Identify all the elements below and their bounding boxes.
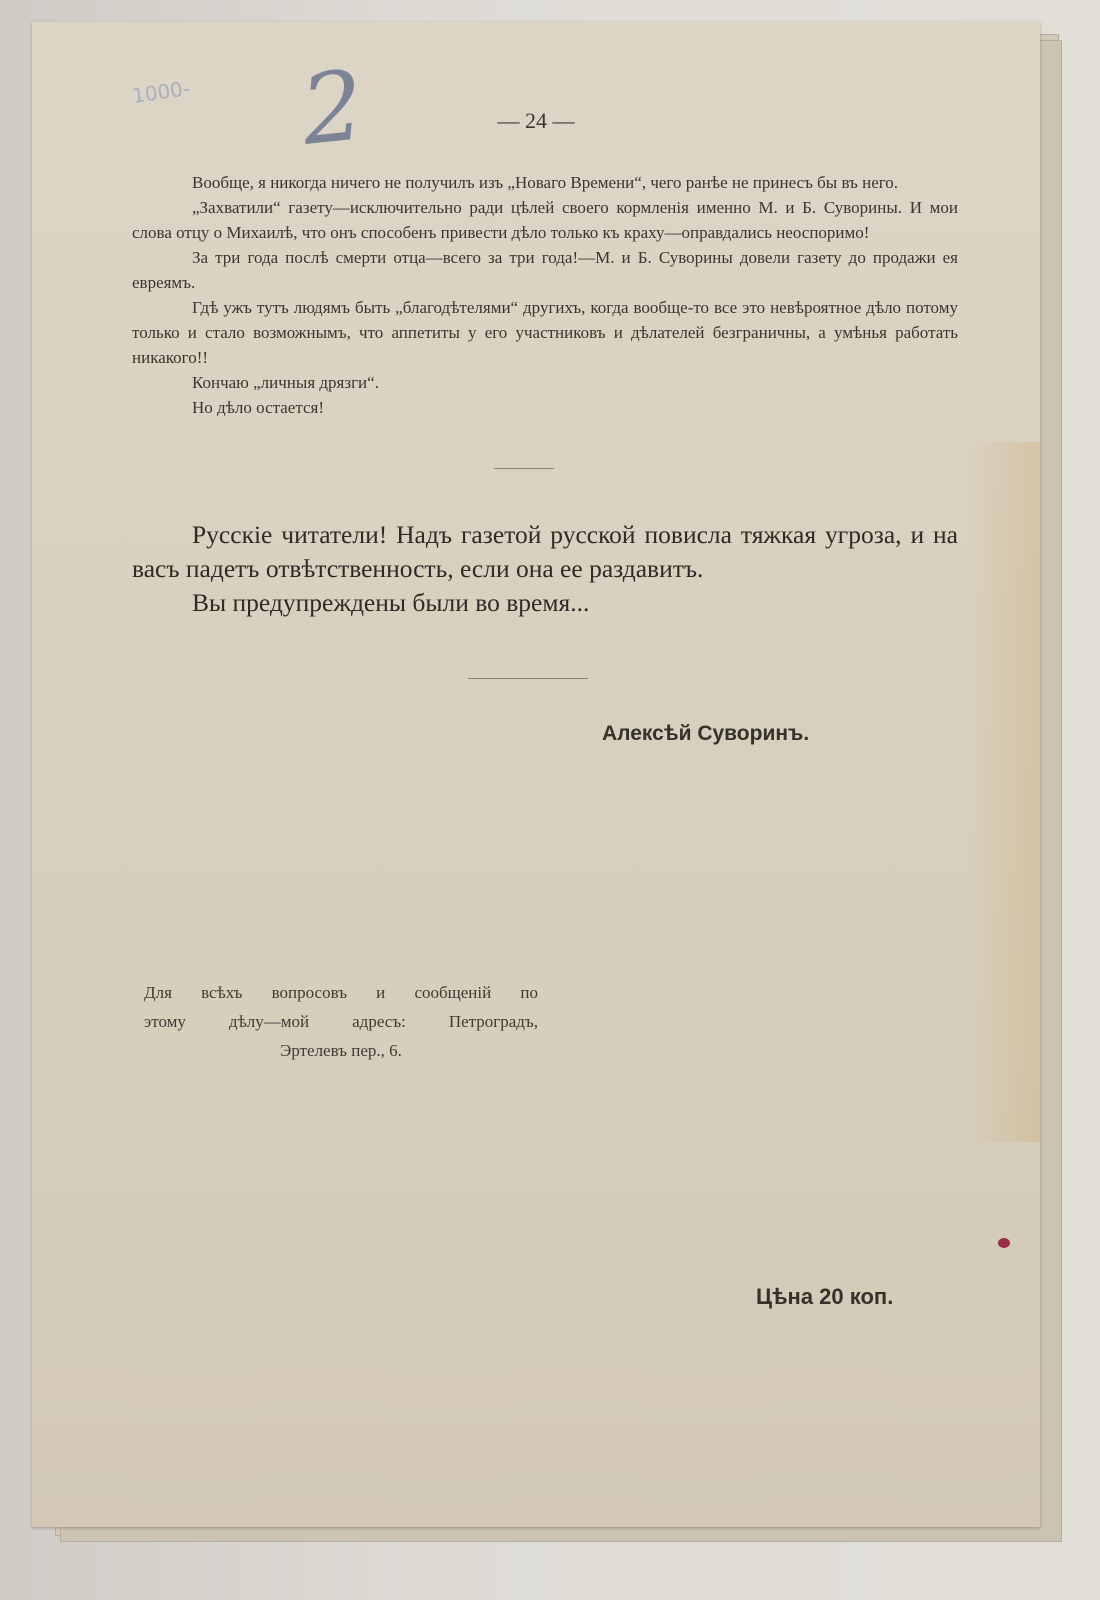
appeal-paragraph: Русскіе читатели! Надъ газетой русской повисла тяжкая угроза, и на васъ падетъ отвѣтственность, если она ее раздавитъ. (132, 520, 958, 583)
pencil-annotation: 1000- (130, 76, 192, 108)
appeal-text (132, 518, 958, 620)
paragraph: Но дѣло остается! (192, 398, 324, 417)
address-line: Эртелевъ пер., 6. (280, 1041, 402, 1060)
page-number: — 24 — (497, 108, 575, 133)
pencil-number: 2 (296, 49, 369, 167)
ink-spot (998, 1238, 1010, 1248)
body-text (132, 170, 958, 420)
paragraph: Гдѣ ужъ тутъ людямъ быть „благодѣтелями“ другихъ, когда вообще-то все это невѣроятное дѣло потому только и стало возможнымъ, что аппетиты у его участниковъ и дѣлателей безграничны, а умѣнья работать никакого!! (132, 298, 958, 367)
signature: Алексѣй Суворинъ. (602, 722, 810, 745)
address-line: этому дѣлу—мой адресъ: Петроградъ, (144, 1012, 538, 1031)
paper-stain (970, 442, 1040, 1142)
appeal-paragraph: Вы предупреждены были во время... (192, 588, 590, 617)
price-label: Цѣна 20 коп. (756, 1284, 894, 1309)
paragraph: „Захватили“ газету—исключительно ради цѣлей своего кормленія именно М. и Б. Суворины. И мои слова отцу о Михаилѣ, что онъ способенъ привести дѣло только къ краху—оправдались неоспоримо! (132, 198, 958, 242)
paragraph: Вообще, я никогда ничего не получилъ изъ „Новаго Времени“, чего ранѣе не принесъ бы въ него. (192, 173, 899, 192)
address-block (144, 978, 538, 1065)
document-page (32, 22, 1040, 1527)
paragraph: Кончаю „личныя дрязги“. (192, 373, 379, 392)
divider-rule (494, 468, 554, 469)
divider-rule (468, 678, 588, 679)
paragraph: За три года послѣ смерти отца—всего за три года!—М. и Б. Суворины довели газету до продажи ея евреямъ. (132, 248, 958, 292)
address-line: Для всѣхъ вопросовъ и сообщеній по (144, 983, 538, 1002)
